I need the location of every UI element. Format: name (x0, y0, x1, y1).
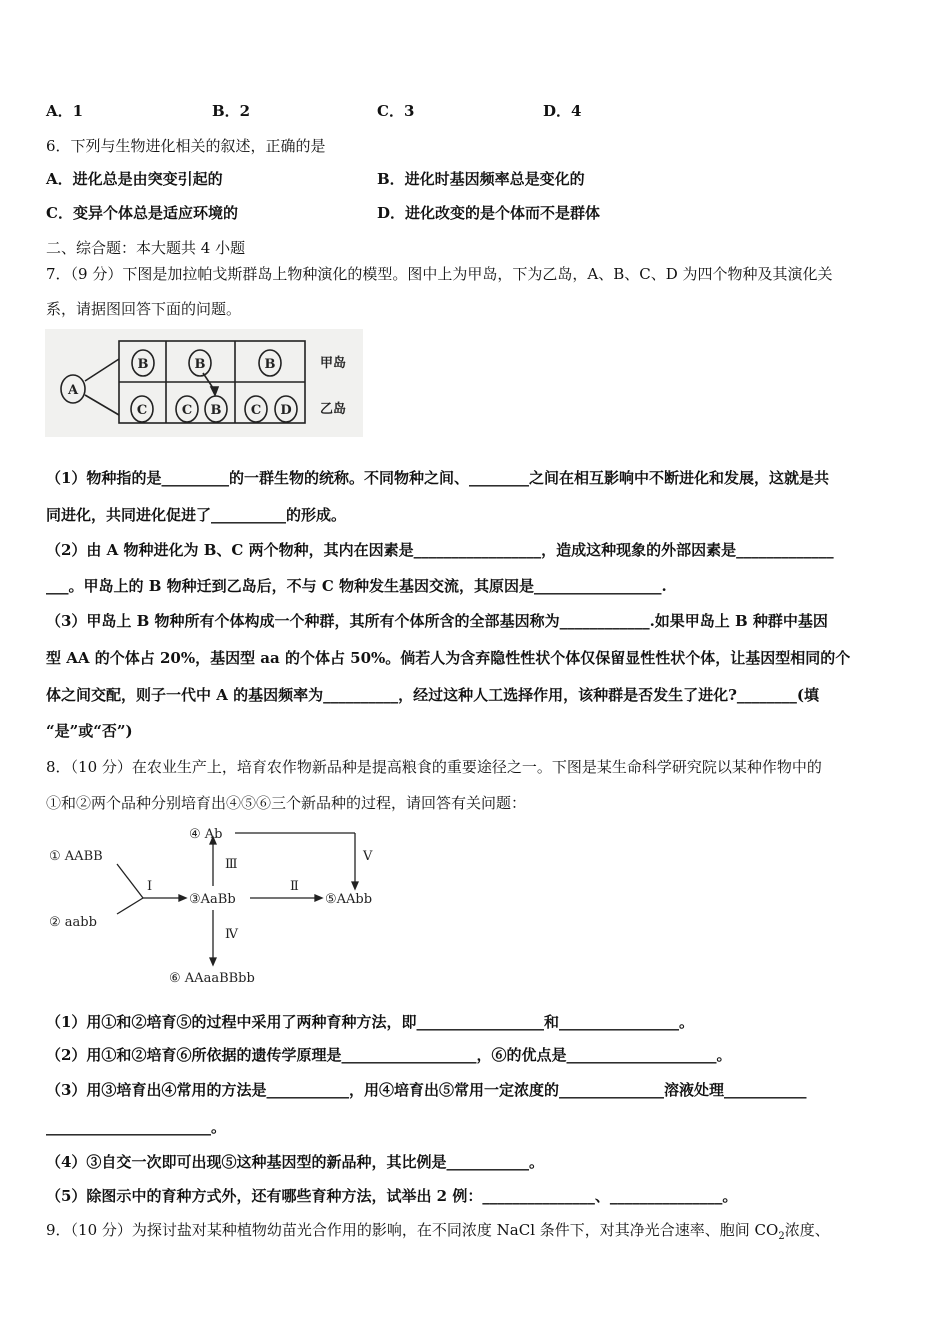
question-8-stem-2: ①和②两个品种分别培育出④⑤⑥三个新品种的过程，请回答有关问题： (46, 794, 527, 812)
question-7-stem-1: 7．（9 分）下图是加拉帕戈斯群岛上物种演化的模型。图中上为甲岛，下为乙岛，A、B、C、D 为四个物种及其演化关 (46, 265, 833, 283)
variety-4: ④ Ab (189, 827, 223, 842)
q7-part1-line1: （1）物种指的是_________的一群生物的统称。不同物种之间、________之间在相互影响中不断进化和发展，这就是共 (46, 469, 829, 487)
svg-text:B: B (264, 357, 276, 372)
option-c: C．3 (377, 102, 415, 120)
q8-part1: （1）用①和②培育⑤的过程中采用了两种育种方法，即_________________和________________。 (46, 1013, 694, 1031)
q6-option-d: D．进化改变的是个体而不是群体 (377, 204, 601, 222)
q7-part3-line1: （3）甲岛上 B 物种所有个体构成一个种群，其所有个体所含的全部基因称为____________.如果甲岛上 B 种群中基因 (46, 612, 828, 630)
variety-3: ③AaBb (189, 892, 236, 907)
species-evolution-figure (45, 329, 363, 437)
q8-part2: （2）用①和②培育⑥所依据的遗传学原理是__________________，⑥的优点是____________________。 (46, 1046, 732, 1064)
question-8-stem-1: 8．（10 分）在农业生产上，培育农作物新品种是提高粮食的重要途径之一。下图是某生命科学研究院以某种作物中的 (46, 758, 822, 776)
option-d: D．4 (543, 102, 582, 120)
variety-2: ② aabb (49, 915, 97, 930)
q7-part2-line2: ___。甲岛上的 B 物种迁到乙岛后，不与 C 物种发生基因交流，其原因是_________________. (46, 577, 667, 595)
q7-part3-line4: “是”或“否”) (46, 722, 133, 740)
section-heading: 二、综合题：本大题共 4 小题 (46, 239, 246, 257)
step-5-label: Ⅴ (363, 849, 373, 864)
step-2-label: Ⅱ (290, 879, 299, 894)
svg-text:C: C (181, 403, 193, 418)
q8-part3-line1: （3）用③培育出④常用的方法是___________，用④培育出⑤常用一定浓度的______________溶液处理___________ (46, 1081, 807, 1099)
variety-5: ⑤AAbb (325, 892, 373, 907)
breeding-process-figure (45, 822, 390, 990)
q8-part5: （5）除图示中的育种方式外，还有哪些育种方法，试举出 2 例：_______________、_______________。 (46, 1187, 738, 1205)
question-6-stem: 6．下列与生物进化相关的叙述，正确的是 (46, 137, 326, 155)
variety-1: ① AABB (49, 849, 103, 864)
svg-text:D: D (280, 403, 292, 418)
q8-part3-line2: ______________________。 (46, 1118, 227, 1136)
question-7-stem-2: 系，请据图回答下面的问题。 (46, 300, 242, 318)
variety-6: ⑥ AAaaBBbb (169, 971, 255, 986)
svg-text:B: B (210, 403, 222, 418)
step-3-label: Ⅲ (225, 857, 238, 872)
svg-text:C: C (250, 403, 262, 418)
species-a-label: A (67, 383, 79, 398)
q6-option-b: B．进化时基因频率总是变化的 (377, 170, 585, 188)
island-jia-label: 甲岛 (319, 356, 347, 371)
island-yi-label: 乙岛 (319, 402, 347, 417)
q6-option-c: C．变异个体总是适应环境的 (46, 204, 238, 222)
q7-part1-line2: 同进化，共同进化促进了__________的形成。 (46, 506, 347, 524)
option-a: A．1 (46, 102, 84, 120)
question-9-stem: 9．（10 分）为探讨盐对某种植物幼苗光合作用的影响，在不同浓度 NaCl 条件下，对其净光合速率、胞间 $CO_2$浓度、 (46, 1221, 830, 1242)
q7-part2-line1: （2）由 A 物种进化为 B、C 两个物种，其内在因素是_________________，造成这种现象的外部因素是_____________ (46, 541, 834, 559)
q7-part3-line3: 体之间交配，则子一代中 A 的基因频率为__________，经过这种人工选择作用，该种群是否发生了进化?________(填 (46, 686, 819, 704)
option-b: B．2 (212, 102, 251, 120)
q7-part3-line2: 型 AA 的个体占 20%，基因型 aa 的个体占 50%。倘若人为含弃隐性性状个体仅保留显性性状个体，让基因型相同的个 (46, 649, 851, 667)
q8-part4: （4）③自交一次即可出现⑤这种基因型的新品种，其比例是___________。 (46, 1153, 544, 1171)
svg-text:B: B (137, 357, 149, 372)
step-4-label: Ⅳ (225, 927, 238, 942)
q6-option-a: A．进化总是由突变引起的 (46, 170, 223, 188)
step-1-label: Ⅰ (147, 879, 153, 894)
svg-text:B: B (194, 357, 206, 372)
svg-text:C: C (136, 403, 148, 418)
